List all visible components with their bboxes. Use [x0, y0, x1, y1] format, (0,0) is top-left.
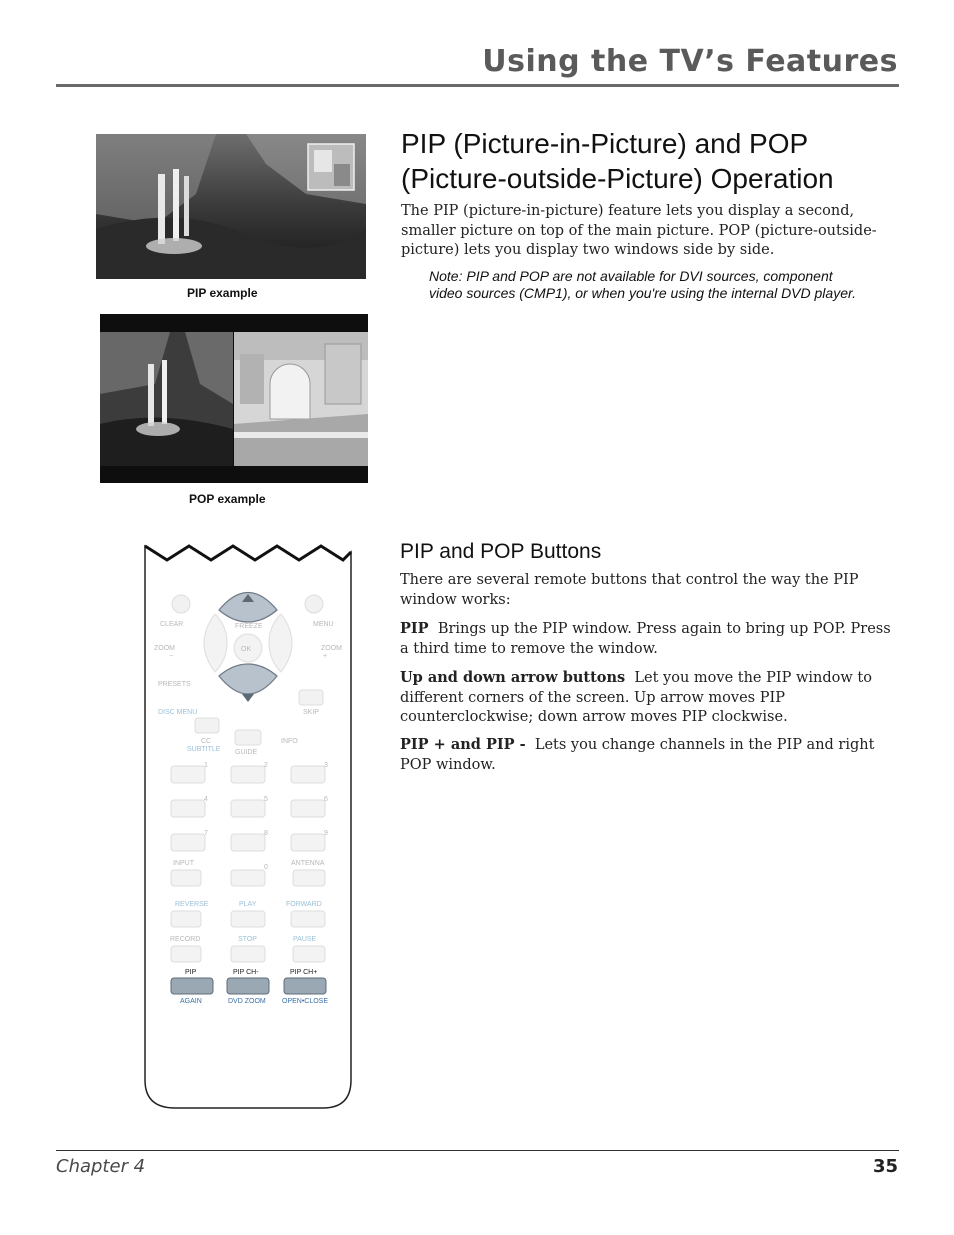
subsection-title: PIP and POP Buttons [400, 540, 602, 563]
pop-example-image [100, 314, 368, 483]
remote-digit-6-label: 6 [324, 796, 328, 803]
remote-digit-5-button[interactable] [231, 800, 265, 817]
remote-digit-7-label: 7 [204, 830, 208, 837]
remote-clear-label: CLEAR [160, 621, 184, 628]
remote-cc-button[interactable] [195, 718, 219, 733]
term-pip: PIP [400, 620, 429, 637]
remote-digit-8-button[interactable] [231, 834, 265, 851]
remote-play-label: PLAY [239, 901, 257, 908]
pip-example-caption: PIP example [187, 286, 258, 300]
remote-pip-ch-plus-label: PIP CH+ [290, 969, 318, 976]
remote-menu-label: MENU [313, 621, 334, 628]
page-header-title: Using the TV’s Features [482, 44, 898, 79]
remote-clear-button[interactable] [172, 595, 190, 613]
remote-ok-label: OK [241, 646, 252, 653]
section-note: Note: PIP and POP are not available for DVI sources, component video sources (CMP1), or when you're using the internal DVD player. [429, 268, 857, 301]
remote-digit-0-label: 0 [264, 864, 268, 871]
remote-again-label: AGAIN [180, 998, 202, 1005]
remote-subtitle-label: SUBTITLE [187, 746, 221, 753]
remote-presets-label: PRESETS [158, 681, 191, 688]
remote-stop-label: STOP [238, 936, 257, 943]
desc-pip-ch: Lets you change channels in the PIP and right POP window. [400, 737, 875, 773]
button-desc-pip [400, 619, 898, 659]
remote-pip-button[interactable] [171, 978, 213, 994]
remote-digit-8-label: 8 [264, 830, 268, 837]
remote-digit-3-label: 3 [324, 762, 328, 769]
desc-arrows: Let you move the PIP window to different corners of the screen. Up arrow moves PIP counterclockwise; down arrow moves PIP clockwise. [400, 670, 872, 725]
remote-digit-0-button[interactable] [231, 870, 265, 886]
remote-digit-5-label: 5 [264, 796, 268, 803]
remote-guide-button[interactable] [235, 730, 261, 745]
remote-digit-3-button[interactable] [291, 766, 325, 783]
section-title: PIP (Picture-in-Picture) and POP (Picture-outside-Picture) Operation [401, 128, 834, 194]
remote-zoom-minus-label: ZOOM [154, 645, 175, 652]
pop-example-caption: POP example [189, 492, 266, 506]
button-desc-arrows [400, 668, 898, 728]
remote-digit-7-button[interactable] [171, 834, 205, 851]
remote-digit-6-button[interactable] [291, 800, 325, 817]
remote-zoom-plus-sign: + [323, 653, 328, 660]
remote-input-button[interactable] [171, 870, 201, 886]
subsection-intro: There are several remote buttons that control the way the PIP window works: [400, 572, 859, 608]
remote-digit-9-label: 9 [324, 830, 328, 837]
remote-cc-label: CC [201, 738, 212, 745]
footer-page-number: 35 [872, 1156, 898, 1177]
remote-open-close-label: OPEN•CLOSE [282, 998, 329, 1005]
remote-info-label: INFO [281, 738, 298, 745]
remote-disc-menu-label: DISC MENU [158, 709, 198, 716]
remote-illustration [143, 540, 355, 1114]
remote-guide-label: GUIDE [235, 749, 258, 756]
remote-digit-1-button[interactable] [171, 766, 205, 783]
remote-pip-ch-minus-label: PIP CH- [233, 969, 259, 976]
header-rule [56, 84, 899, 87]
remote-skip-label: SKIP [303, 709, 319, 716]
remote-pip-ch-plus-button[interactable] [284, 978, 326, 994]
remote-zoom-minus-sign: − [169, 653, 174, 660]
remote-play-button[interactable] [231, 911, 265, 927]
remote-pause-button[interactable] [293, 946, 325, 962]
remote-stop-button[interactable] [231, 946, 265, 962]
remote-pip-label: PIP [185, 969, 197, 976]
remote-digit-4-label: 4 [204, 796, 208, 803]
button-desc-pip-ch [400, 735, 898, 775]
term-arrows: Up and down arrow buttons [400, 669, 626, 686]
remote-freeze-label: FREEZE [235, 623, 263, 630]
remote-record-button[interactable] [171, 946, 201, 962]
remote-pip-ch-minus-button[interactable] [227, 978, 269, 994]
remote-antenna-button[interactable] [293, 870, 325, 886]
remote-forward-label: FORWARD [286, 901, 322, 908]
remote-digit-9-button[interactable] [291, 834, 325, 851]
desc-pip: Brings up the PIP window. Press again to bring up POP. Press a third time to remove the window. [400, 621, 891, 657]
remote-digit-4-button[interactable] [171, 800, 205, 817]
remote-menu-button[interactable] [305, 595, 323, 613]
remote-digit-2-button[interactable] [231, 766, 265, 783]
remote-reverse-label: REVERSE [175, 901, 209, 908]
remote-input-label: INPUT [173, 860, 194, 867]
remote-record-label: RECORD [170, 936, 201, 943]
remote-skip-button[interactable] [299, 690, 323, 705]
footer-chapter: Chapter 4 [56, 1156, 146, 1177]
remote-zoom-plus-label: ZOOM [321, 645, 342, 652]
remote-antenna-label: ANTENNA [291, 860, 325, 867]
remote-forward-button[interactable] [291, 911, 325, 927]
remote-reverse-button[interactable] [171, 911, 201, 927]
remote-digit-1-label: 1 [204, 762, 208, 769]
footer-rule [56, 1150, 899, 1151]
section-intro: The PIP (picture-in-picture) feature lets you display a second, smaller picture on top of the main picture. POP (picture-outside-picture) lets you display two windows side by side. [401, 203, 877, 258]
term-pip-ch: PIP + and PIP - [400, 736, 526, 753]
pip-example-image [96, 134, 366, 279]
remote-digit-2-label: 2 [264, 762, 268, 769]
remote-pause-label: PAUSE [293, 936, 317, 943]
remote-dvd-zoom-label: DVD ZOOM [228, 998, 266, 1005]
